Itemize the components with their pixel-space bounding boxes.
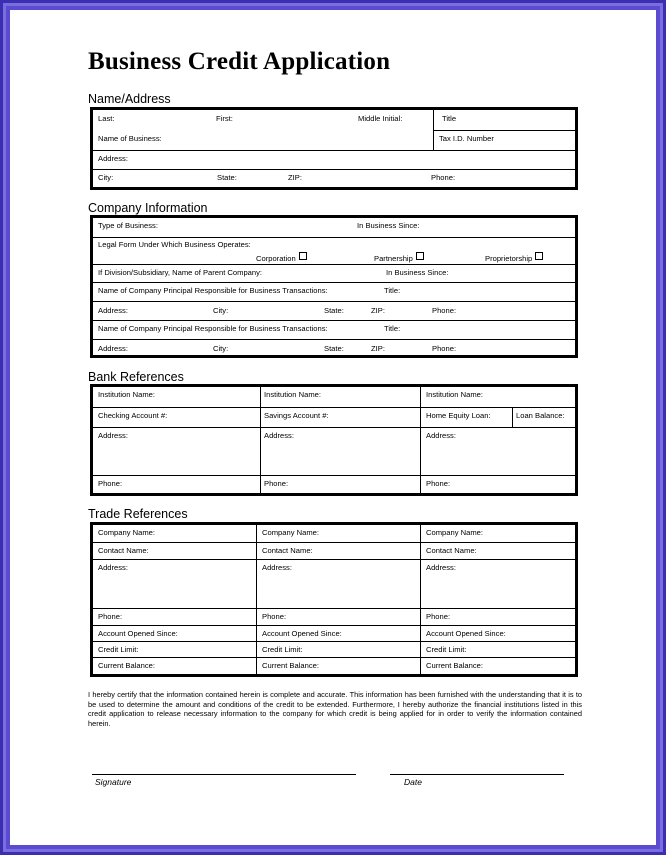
tax-id-label: Tax I.D. Number (439, 134, 494, 143)
principal-1-city-label: City: (213, 306, 229, 315)
bank-3-institution-label: Institution Name: (426, 390, 483, 399)
proprietorship-label: Proprietorship (485, 254, 533, 263)
bank-box (90, 384, 578, 496)
section-title-name-address: Name/Address (88, 92, 171, 106)
legal-form-label: Legal Form Under Which Business Operates: (98, 240, 251, 249)
document-page (10, 10, 656, 845)
trade-limit-row (93, 641, 575, 658)
business-name-label: Name of Business: (98, 134, 162, 143)
home-equity-label: Home Equity Loan: (426, 411, 491, 420)
principal-2-city-label: City: (213, 344, 229, 353)
state-label: State: (217, 173, 237, 182)
principal-1-zip-label: ZIP: (371, 306, 385, 315)
savings-label: Savings Account #: (264, 411, 329, 420)
corporation-option[interactable] (256, 252, 307, 263)
signature-line[interactable] (92, 774, 356, 775)
bank-address-row (93, 427, 575, 476)
partnership-option[interactable] (374, 252, 424, 263)
principal-1-phone-label: Phone: (432, 306, 457, 315)
first-label: First: (216, 114, 233, 123)
date-line[interactable] (390, 774, 564, 775)
trade-2-company-label: Company Name: (262, 528, 319, 537)
company-box (90, 215, 578, 358)
business-row (93, 130, 575, 150)
principal-1-address-row (93, 301, 575, 321)
trade-2-contact-label: Contact Name: (262, 546, 313, 555)
principal-2-address-row (93, 339, 575, 359)
division-row (93, 264, 575, 283)
partnership-checkbox[interactable] (416, 252, 424, 260)
trade-1-contact-label: Contact Name: (98, 546, 149, 555)
bank-2-phone-label: Phone: (264, 479, 289, 488)
trade-address-row (93, 559, 575, 609)
partnership-label: Partnership (374, 254, 413, 263)
principal-2-phone-label: Phone: (432, 344, 457, 353)
section-title-bank: Bank References (88, 370, 184, 384)
trade-3-balance-label: Current Balance: (426, 661, 483, 670)
trade-phone-row (93, 608, 575, 626)
certification-text: I hereby certify that the information contained herein is complete and accurate. This information has been furnished with the understanding that it is to be used to determine the amount and conditions of the credit to be extended. Furthermore, I hereby authorize the financial institutions listed in this credit application to release necessary information to the company for which credit is being applied for in order to verify the information contained herein. (88, 690, 582, 728)
trade-1-opened-label: Account Opened Since: (98, 629, 178, 638)
corporation-checkbox[interactable] (299, 252, 307, 260)
trade-3-company-label: Company Name: (426, 528, 483, 537)
trade-1-balance-label: Current Balance: (98, 661, 155, 670)
address-label: Address: (98, 154, 128, 163)
bank-phone-row (93, 475, 575, 494)
type-of-business-label: Type of Business: (98, 221, 158, 230)
trade-2-phone-label: Phone: (262, 612, 287, 621)
corporation-label: Corporation (256, 254, 296, 263)
zip-label: ZIP: (288, 173, 302, 182)
middle-initial-label: Middle Initial: (358, 114, 403, 123)
trade-box (90, 522, 578, 677)
principal-2-row (93, 320, 575, 340)
principal-2-title-label: Title: (384, 324, 401, 333)
principal-2-label: Name of Company Principal Responsible for Business Transactions: (98, 324, 328, 333)
checking-label: Checking Account #: (98, 411, 168, 420)
bank-2-address-label: Address: (264, 431, 294, 440)
bank-3-phone-label: Phone: (426, 479, 451, 488)
trade-2-address-label: Address: (262, 563, 292, 572)
bank-2-institution-label: Institution Name: (264, 390, 321, 399)
trade-1-address-label: Address: (98, 563, 128, 572)
title-label: Title (442, 114, 457, 123)
name-row (93, 110, 575, 130)
date-label: Date (404, 777, 422, 787)
page-title: Business Credit Application (88, 48, 391, 75)
trade-company-row (93, 525, 575, 542)
trade-3-limit-label: Credit Limit: (426, 645, 467, 654)
bank-1-address-label: Address: (98, 431, 128, 440)
bank-3-address-label: Address: (426, 431, 456, 440)
division-label: If Division/Subsidiary, Name of Parent Company: (98, 268, 263, 277)
section-title-company: Company Information (88, 201, 208, 215)
trade-2-balance-label: Current Balance: (262, 661, 319, 670)
city-row (93, 169, 575, 188)
principal-2-zip-label: ZIP: (371, 344, 385, 353)
principal-1-title-label: Title: (384, 286, 401, 295)
signature-label: Signature (95, 777, 132, 787)
trade-1-limit-label: Credit Limit: (98, 645, 139, 654)
section-title-trade: Trade References (88, 507, 188, 521)
principal-1-row (93, 282, 575, 302)
bank-institution-row (93, 387, 575, 407)
bank-1-institution-label: Institution Name: (98, 390, 155, 399)
proprietorship-option[interactable] (485, 252, 543, 263)
loan-balance-label: Loan Balance: (516, 411, 565, 420)
trade-3-address-label: Address: (426, 563, 456, 572)
in-business-since-2-label: In Business Since: (386, 268, 449, 277)
trade-2-opened-label: Account Opened Since: (262, 629, 342, 638)
trade-2-limit-label: Credit Limit: (262, 645, 303, 654)
type-row (93, 218, 575, 237)
trade-3-contact-label: Contact Name: (426, 546, 477, 555)
trade-balance-row (93, 657, 575, 675)
proprietorship-checkbox[interactable] (535, 252, 543, 260)
principal-1-address-label: Address: (98, 306, 128, 315)
trade-1-company-label: Company Name: (98, 528, 155, 537)
in-business-since-label: In Business Since: (357, 221, 420, 230)
bank-account-row (93, 407, 575, 428)
trade-1-phone-label: Phone: (98, 612, 123, 621)
trade-opened-row (93, 625, 575, 642)
legal-form-row (93, 237, 575, 265)
principal-1-state-label: State: (324, 306, 344, 315)
address-row (93, 150, 575, 170)
name-address-box (90, 107, 578, 190)
principal-1-label: Name of Company Principal Responsible for Business Transactions: (98, 286, 328, 295)
trade-3-opened-label: Account Opened Since: (426, 629, 506, 638)
trade-3-phone-label: Phone: (426, 612, 451, 621)
principal-2-state-label: State: (324, 344, 344, 353)
phone-label: Phone: (431, 173, 456, 182)
city-label: City: (98, 173, 114, 182)
principal-2-address-label: Address: (98, 344, 128, 353)
trade-contact-row (93, 542, 575, 560)
bank-1-phone-label: Phone: (98, 479, 123, 488)
last-label: Last: (98, 114, 115, 123)
